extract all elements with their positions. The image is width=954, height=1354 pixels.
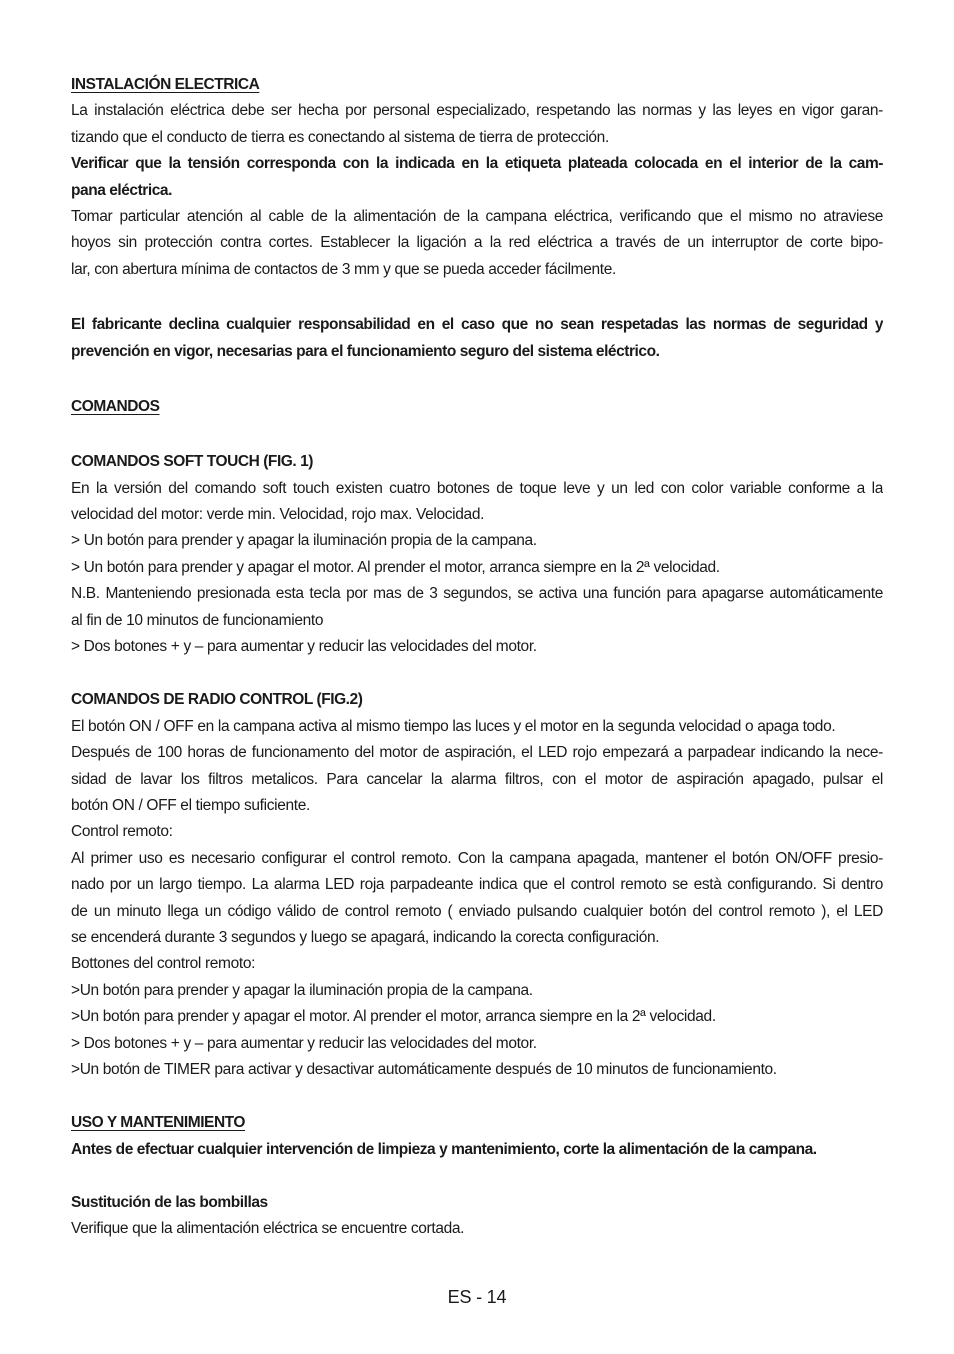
spacer [71,365,883,394]
spacer [71,283,883,312]
paragraph-line: botón ON / OFF el tiempo suficiente. [71,796,310,814]
section-heading-instalacion: INSTALACIÓN ELECTRICA [71,76,260,93]
paragraph-line: Verifique que la alimentación eléctrica se encuentre cortada. [71,1220,465,1238]
paragraph-line: En la versión del comando soft touch existen cuatro botones de toque leve y un led con color variable conforme a la [71,479,883,497]
section-heading-comandos: COMANDOS [71,397,160,415]
paragraph-line: nado por un largo tiempo. La alarma LED roja parpadeante indica que el control remoto se està configurando. Si dentro [71,876,883,894]
paragraph-line: Después de 100 horas de funcionamento del motor de aspiración, el LED rojo empezará a parpadear indicando la nece- [71,744,883,762]
paragraph-line: de un minuto llega un código válido de control remoto ( enviado pulsando cualquier botón del control remoto ), el LED [71,902,883,920]
subsection-heading-soft-touch: COMANDOS SOFT TOUCH (FIG. 1) [71,453,313,471]
paragraph-line: velocidad del motor: verde min. Velocidad, rojo max. Velocidad. [71,506,485,524]
list-item: > Un botón para prender y apagar la iluminación propia de la campana. [71,532,537,550]
spacer [71,1083,883,1110]
paragraph-line: sidad de lavar los filtros metalicos. Para cancelar la alarma filtros, con el motor de aspiración apagado, pulsar el [71,770,883,788]
paragraph-line: Al primer uso es necesario configurar el control remoto. Con la campana apagada, mantener el botón ON/OFF presio- [71,849,883,867]
section-heading-uso: USO Y MANTENIMIENTO [71,1114,246,1132]
list-item: > Un botón para prender y apagar el motor. Al prender el motor, arranca siempre en la 2ª velocidad. [71,558,720,576]
paragraph-line: se encenderá durante 3 segundos y luego se apagará, indicando la corecta configuración. [71,928,660,946]
paragraph-line: El botón ON / OFF en la campana activa al mismo tiempo las luces y el motor en la segunda velocidad o apaga todo. [71,717,836,735]
disclaimer-line: El fabricante declina cualquier responsabilidad en el caso que no sean respetadas las normas de seguridad y [71,316,883,334]
paragraph-line: Control remoto: [71,823,173,841]
page-number: ES - 14 [447,1287,507,1307]
disclaimer-line: prevención en vigor, necesarias para el funcionamiento seguro del sistema eléctrico. [71,342,660,360]
note-line: N.B. Manteniendo presionada esta tecla por mas de 3 segundos, se activa una función para apagarse automáticamente [71,585,883,603]
list-item: > Dos botones + y – para aumentar y reducir las velocidades del motor. [71,1034,537,1052]
paragraph-line: Tomar particular atención al cable de la alimentación de la campana eléctrica, verificando que el mismo no atraviese [71,207,883,225]
subsection-heading-radio-control: COMANDOS DE RADIO CONTROL (FIG.2) [71,691,363,709]
list-item: >Un botón para prender y apagar el motor. Al prender el motor, arranca siempre en la 2ª velocidad. [71,1008,716,1026]
note-line: al fin de 10 minutos de funcionamiento [71,611,324,629]
spacer [71,1163,883,1190]
spacer [71,420,883,449]
paragraph-line: hoyos sin protección contra cortes. Establecer la ligación a la red eléctrica a través de un interruptor de corte bipo- [71,234,883,252]
paragraph-line: Bottones del control remoto: [71,955,256,973]
subsection-heading-bombillas: Sustitución de las bombillas [71,1194,268,1212]
warning-line: Verificar que la tensión corresponda con la indicada en la etiqueta plateada colocada en el interior de la cam- [71,155,883,173]
spacer [71,660,883,687]
list-item: >Un botón de TIMER para activar y desactivar automáticamente después de 10 minutos de funcionamiento. [71,1060,777,1078]
warning-line: pana eléctrica. [71,181,172,199]
paragraph-line: tizando que el conducto de tierra es conectando al sistema de tierra de protección. [71,128,609,146]
list-item: >Un botón para prender y apagar la iluminación propia de la campana. [71,981,533,999]
paragraph-line: La instalación eléctrica debe ser hecha por personal especializado, respetando las normas y las leyes en vigor garan- [71,102,883,120]
list-item: > Dos botones + y – para aumentar y reducir las velocidades del motor. [71,638,537,656]
paragraph-line: lar, con abertura mínima de contactos de 3 mm y que se pueda acceder fácilmente. [71,260,616,278]
warning-line: Antes de efectuar cualquier intervención de limpieza y mantenimiento, corte la alimentación de la campana. [71,1140,817,1158]
document-page [71,72,883,1243]
